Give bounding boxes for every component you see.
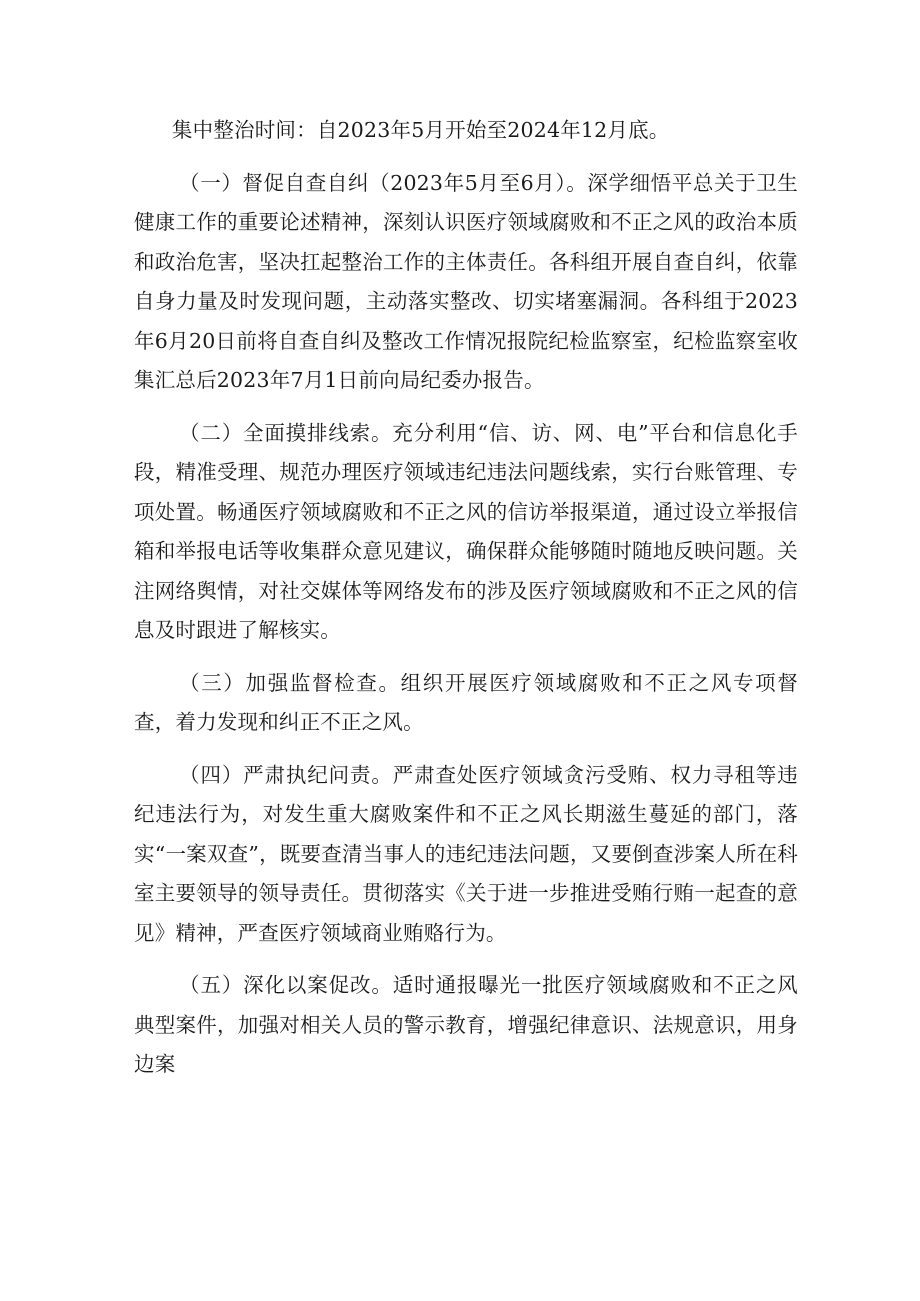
paragraph-clue-investigation: （二）全面摸排线索。充分利用“信、访、网、电”平台和信息化手段，精准受理、规范办理医疗领域违纪违法问题线索，实行台账管理、专项处置。畅通医疗领域腐败和不正之风的信访举报渠道，通过设立举报信箱和举报电话等收集群众意见建议，确保群众能够随时随地反映问题。关注网络舆情，对社交媒体等网络发布的涉及医疗领域腐败和不正之风的信息及时跟进了解核实。 bbox=[134, 420, 798, 642]
document-body bbox=[134, 111, 798, 1098]
paragraph-case-reform: （五）深化以案促改。适时通报曝光一批医疗领域腐败和不正之风典型案件，加强对相关人员的警示教育，增强纪律意识、法规意识，用身边案 bbox=[134, 973, 798, 1076]
paragraph-supervision: （三）加强监督检查。组织开展医疗领域腐败和不正之风专项督查，着力发现和纠正不正之风。 bbox=[134, 670, 798, 734]
paragraph-schedule: 集中整治时间：自2023年5月开始至2024年12月底。 bbox=[171, 118, 670, 142]
paragraph-self-inspection: （一）督促自查自纠（2023年5月至6月）。深学细悟平总关于卫生健康工作的重要论述精神，深刻认识医疗领域腐败和不正之风的政治本质和政治危害，坚决扛起整治工作的主体责任。各科组开展自查自纠，依靠自身力量及时发现问题，主动落实整改、切实堵塞漏洞。各科组于2023年6月20日前将自查自纠及整改工作情况报院纪检监察室，纪检监察室收集汇总后2023年7月1日前向局纪委办报告。 bbox=[134, 170, 798, 392]
paragraph-accountability: （四）严肃执纪问责。严肃查处医疗领域贪污受贿、权力寻租等违纪违法行为，对发生重大腐败案件和不正之风长期滋生蔓延的部门，落实“一案双查”，既要查清当事人的违纪违法问题，又要倒查涉案人所在科室主要领导的领导责任。贯彻落实《关于进一步推进受贿行贿一起查的意见》精神，严查医疗领域商业贿赂行为。 bbox=[134, 762, 798, 945]
